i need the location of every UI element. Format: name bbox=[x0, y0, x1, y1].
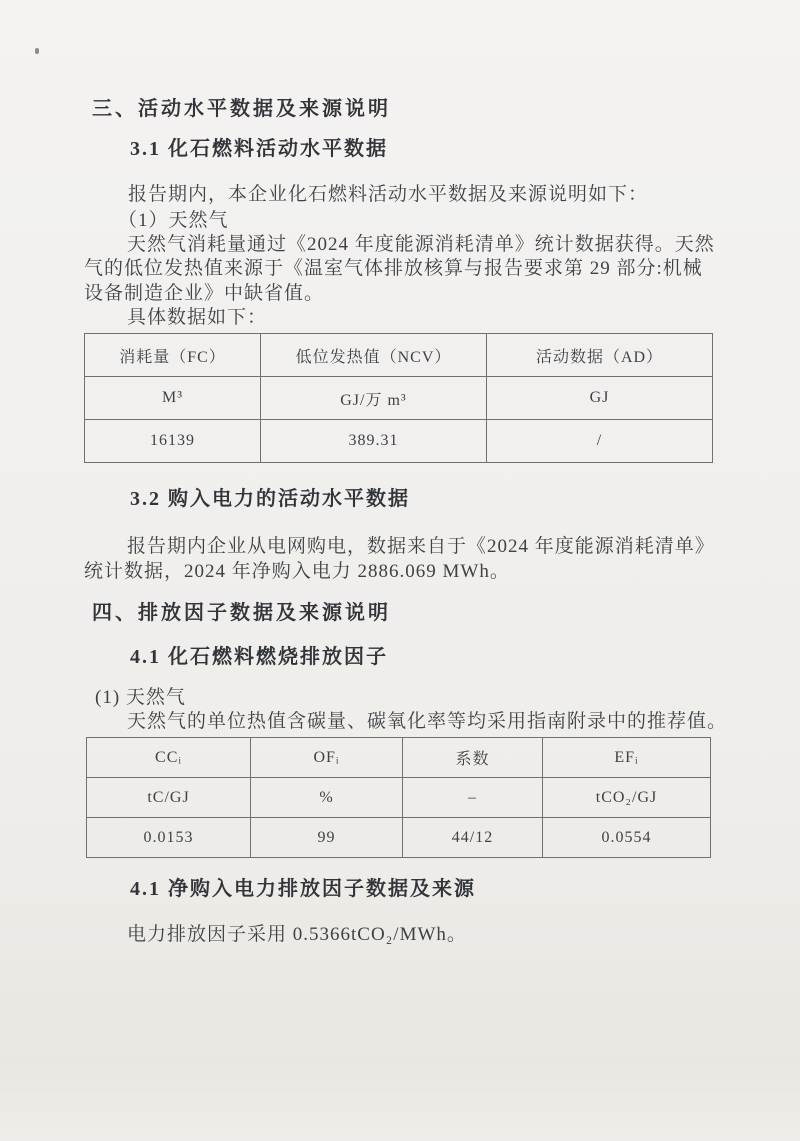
section-3-heading: 三、活动水平数据及来源说明 bbox=[92, 98, 391, 120]
natural-gas-desc-line-2: 气的低位发热值来源于《温室气体排放核算与报告要求第 29 部分:机械 bbox=[84, 258, 703, 279]
table-header-row bbox=[85, 334, 713, 377]
fuel-activity-table bbox=[84, 333, 713, 463]
table-value-cell: / bbox=[487, 420, 713, 463]
table-unit-cell: M³ bbox=[85, 377, 261, 420]
table-header-cell: OFᵢ bbox=[251, 738, 403, 778]
electricity-desc-line-1: 报告期内企业从电网购电，数据来自于《2024 年度能源消耗清单》 bbox=[127, 536, 715, 557]
table-value-cell: 99 bbox=[251, 818, 403, 858]
natural-gas-desc-line-3: 设备制造企业》中缺省值。 bbox=[84, 283, 325, 304]
table-value-cell: 16139 bbox=[85, 420, 261, 463]
table-unit-cell: tCO₂/GJ bbox=[543, 778, 711, 818]
table-header-cell: EFᵢ bbox=[543, 738, 711, 778]
table-unit-cell: – bbox=[403, 778, 543, 818]
table-value-cell: 0.0554 bbox=[543, 818, 711, 858]
table-header-row bbox=[87, 738, 711, 778]
table-unit-cell: tC/GJ bbox=[87, 778, 251, 818]
emission-factor-table bbox=[86, 737, 711, 858]
table-unit-cell: % bbox=[251, 778, 403, 818]
table-header-cell: 活动数据（AD） bbox=[487, 334, 713, 377]
table-values-row bbox=[85, 420, 713, 463]
table-header-cell: 消耗量（FC） bbox=[85, 334, 261, 377]
fuel-activity-intro: 报告期内，本企业化石燃料活动水平数据及来源说明如下： bbox=[128, 184, 649, 205]
natural-gas-desc-line-1: 天然气消耗量通过《2024 年度能源消耗清单》统计数据获得。天然 bbox=[127, 234, 715, 255]
electricity-desc-line-2: 统计数据，2024 年净购入电力 2886.069 MWh。 bbox=[84, 561, 510, 582]
table-value-cell: 0.0153 bbox=[87, 818, 251, 858]
subsection-4-1-fuel-heading: 4.1 化石燃料燃烧排放因子 bbox=[130, 646, 388, 668]
scan-speck bbox=[35, 48, 39, 54]
table-unit-cell: GJ/万 m³ bbox=[261, 377, 487, 420]
table-values-row bbox=[87, 818, 711, 858]
subsection-4-1-electricity-heading: 4.1 净购入电力排放因子数据及来源 bbox=[130, 878, 476, 900]
subsection-3-2-heading: 3.2 购入电力的活动水平数据 bbox=[130, 488, 410, 510]
table-value-cell: 389.31 bbox=[261, 420, 487, 463]
table-units-row bbox=[87, 778, 711, 818]
table-header-cell: 低位发热值（NCV） bbox=[261, 334, 487, 377]
table-header-cell: CCᵢ bbox=[87, 738, 251, 778]
table-units-row bbox=[85, 377, 713, 420]
table-header-cell: 系数 bbox=[403, 738, 543, 778]
natural-gas-item-label: （1）天然气 bbox=[118, 210, 229, 231]
table-value-cell: 44/12 bbox=[403, 818, 543, 858]
subsection-3-1-heading: 3.1 化石燃料活动水平数据 bbox=[130, 138, 388, 160]
ef-natural-gas-desc: 天然气的单位热值含碳量、碳氧化率等均采用指南附录中的推荐值。 bbox=[127, 711, 728, 732]
ef-natural-gas-item-label: (1) 天然气 bbox=[95, 687, 186, 708]
electricity-ef-desc: 电力排放因子采用 0.5366tCO₂/MWh。 bbox=[127, 924, 467, 945]
data-follows-label: 具体数据如下： bbox=[127, 307, 268, 328]
table-unit-cell: GJ bbox=[487, 377, 713, 420]
section-4-heading: 四、排放因子数据及来源说明 bbox=[92, 602, 391, 624]
